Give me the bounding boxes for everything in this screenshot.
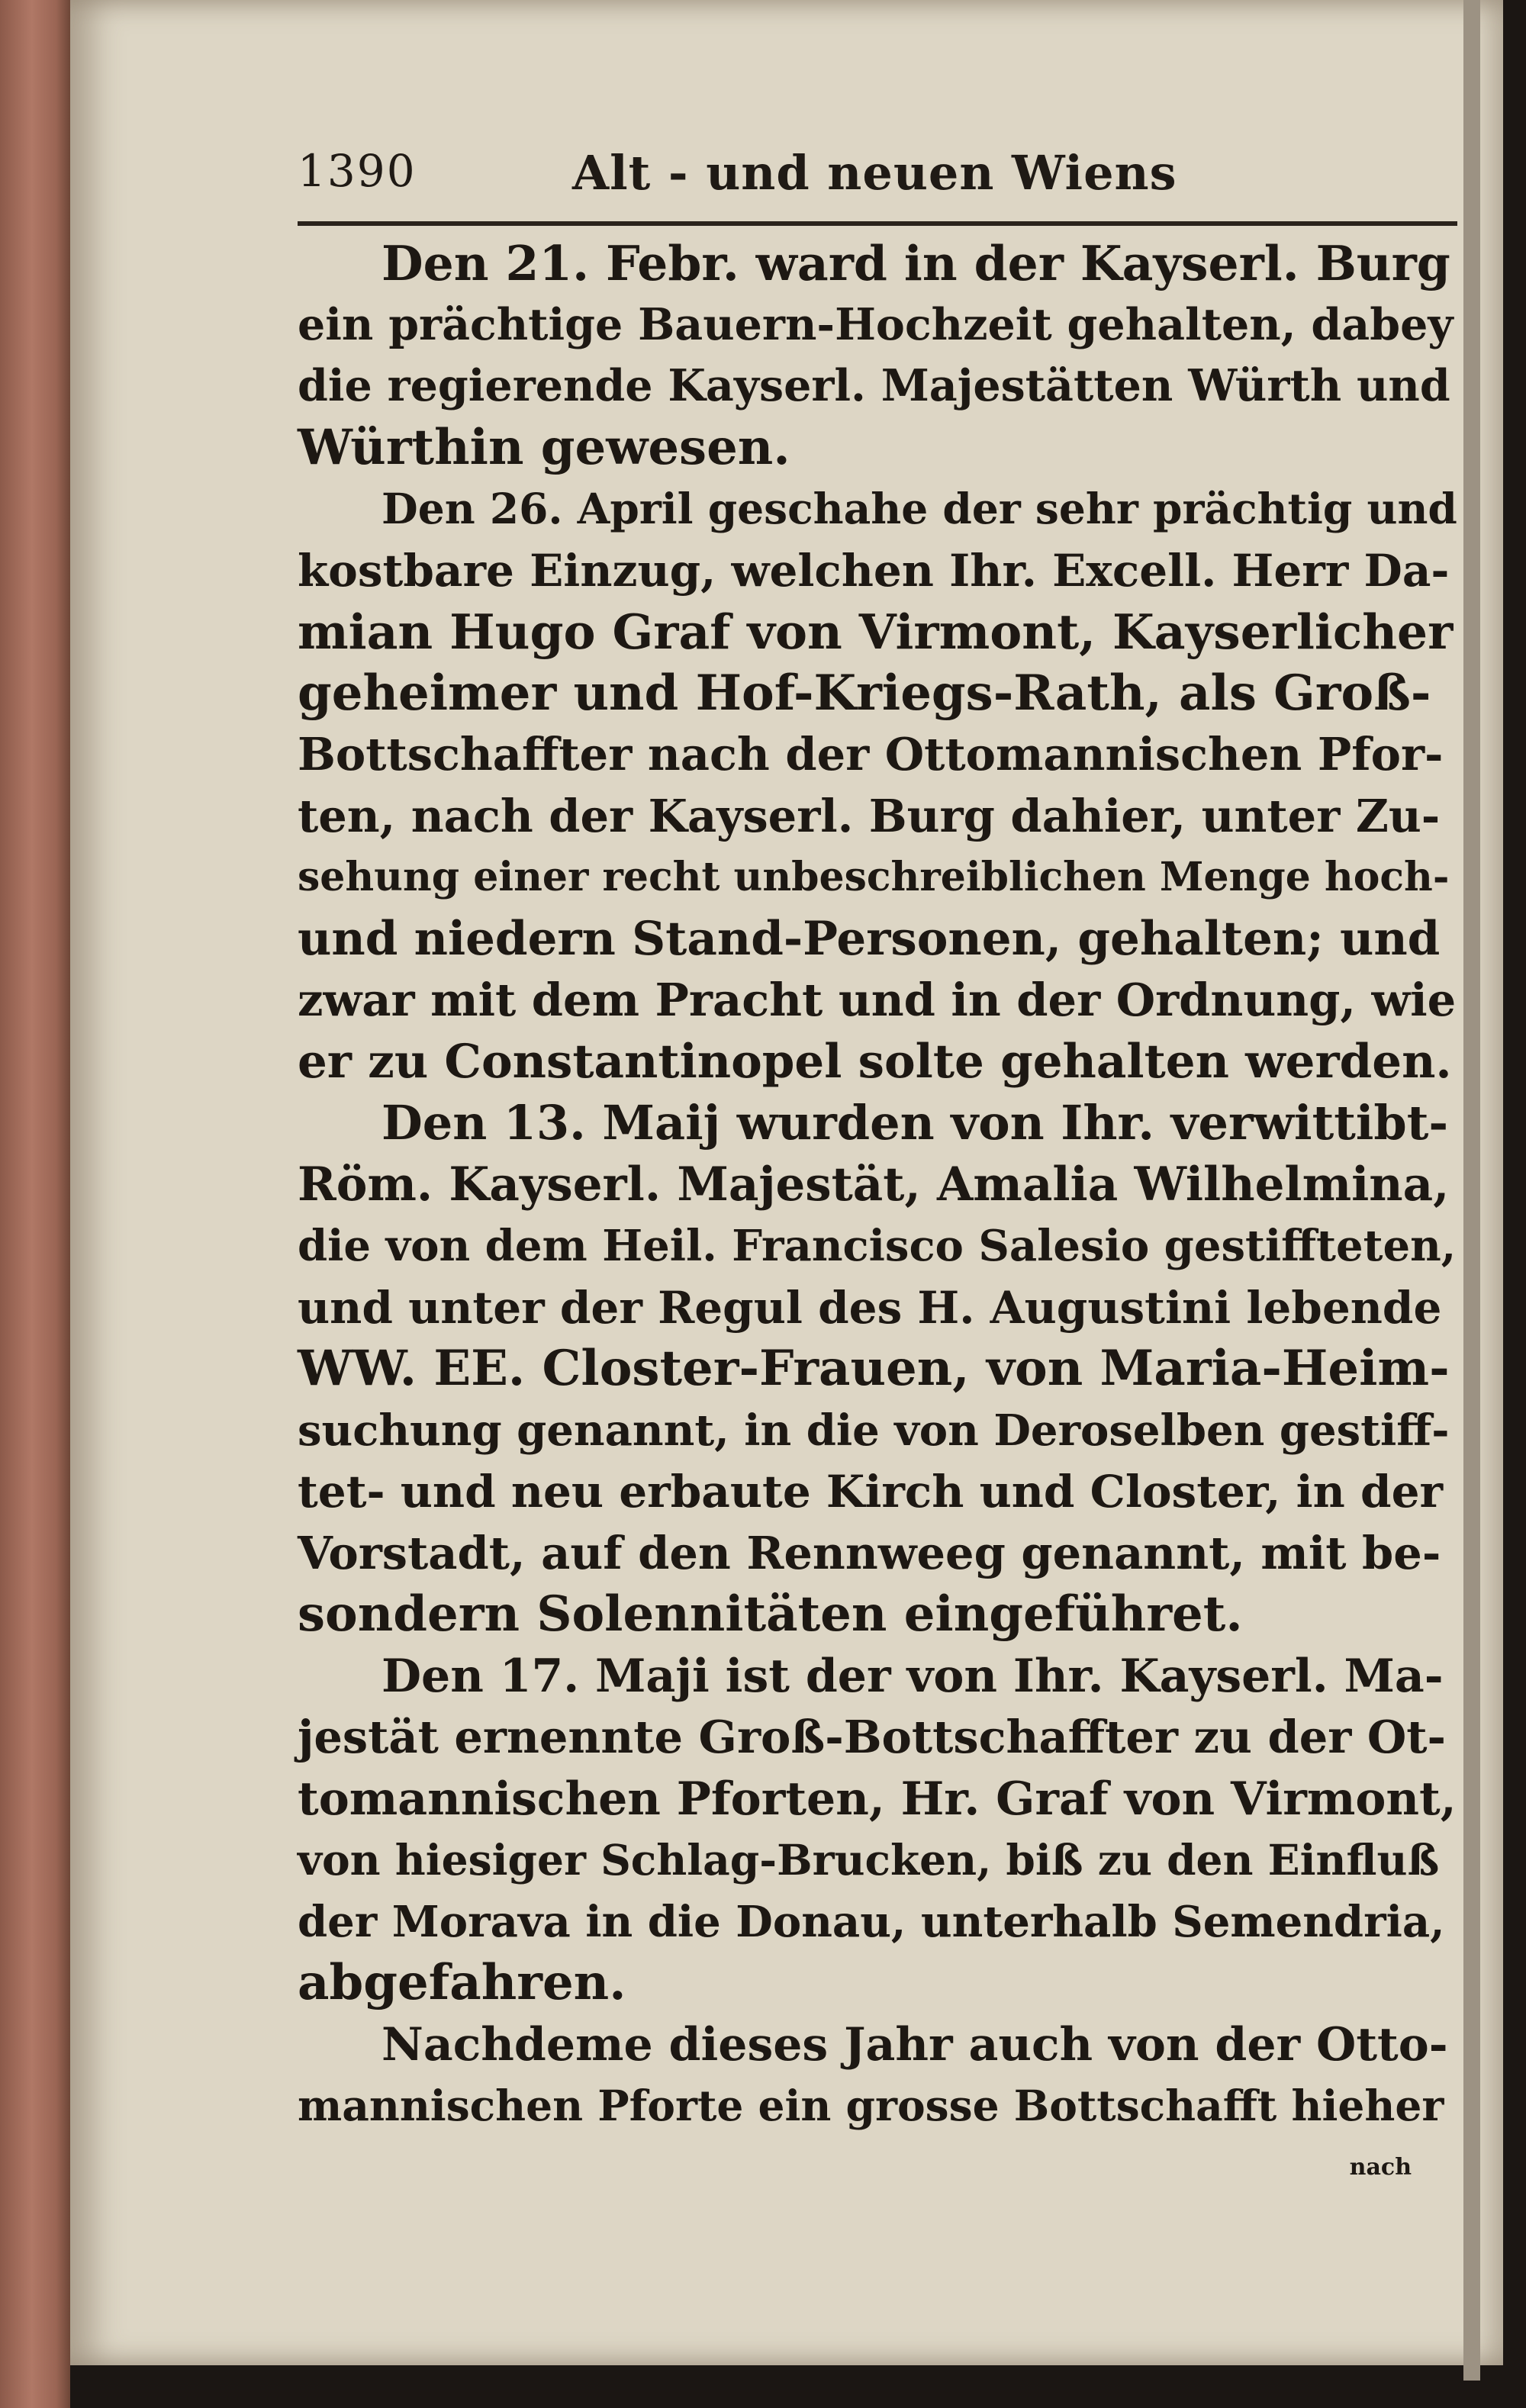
text-line: abgefahren. bbox=[298, 1954, 626, 2011]
running-title: Alt - und neuen Wiens bbox=[572, 145, 1177, 201]
text-line: Vorstadt, auf den Rennweeg genannt, mit be- bbox=[298, 1526, 1441, 1579]
text-line: die von dem Heil. Francisco Salesio gestiffteten, bbox=[298, 1221, 1457, 1271]
text-line: von hiesiger Schlag-Brucken, biß zu den Einfluß bbox=[298, 1835, 1440, 1885]
text-line: die regierende Kayserl. Majestätten Würth und bbox=[298, 360, 1450, 411]
text-line: sondern Solennitäten eingeführet. bbox=[298, 1585, 1243, 1643]
text-line: mian Hugo Graf von Virmont, Kayserlicher bbox=[298, 604, 1454, 660]
text-line: Röm. Kayserl. Majestät, Amalia Wilhelmina, bbox=[298, 1157, 1450, 1212]
page-number: 1390 bbox=[298, 145, 417, 197]
text-line: tet- und neu erbaute Kirch und Closter, in der bbox=[298, 1466, 1444, 1518]
text-line: ein prächtige Bauern-Hochzeit gehalten, dabey bbox=[298, 298, 1454, 350]
text-line: ten, nach der Kayserl. Burg dahier, unter Zu- bbox=[298, 789, 1441, 842]
book-edge bbox=[0, 0, 70, 2408]
text-line: Nachdeme dieses Jahr auch von der Otto- bbox=[382, 2017, 1448, 2072]
text-line: mannischen Pforte ein grosse Bottschafft hieher bbox=[298, 2081, 1444, 2130]
text-line: er zu Constantinopel solte gehalten werden. bbox=[298, 1034, 1452, 1089]
page-header bbox=[298, 145, 1473, 206]
text-line: Den 13. Maij wurden von Ihr. verwittibt- bbox=[382, 1095, 1449, 1151]
text-line: Den 26. April geschahe der sehr prächtig und bbox=[382, 484, 1457, 533]
text-line: Würthin gewesen. bbox=[298, 418, 790, 476]
text-line: der Morava in die Donau, unterhalb Semendria, bbox=[298, 1896, 1445, 1947]
body-text bbox=[298, 233, 1457, 2198]
text-line: WW. EE. Closter-Frauen, von Maria-Heim- bbox=[298, 1340, 1450, 1397]
text-line: kostbare Einzug, welchen Ihr. Excell. Herr Da- bbox=[298, 544, 1450, 597]
text-line: Den 17. Maji ist der von Ihr. Kayserl. Ma- bbox=[382, 1649, 1444, 1703]
text-line: und unter der Regul des H. Augustini lebende bbox=[298, 1281, 1442, 1334]
text-line: jestät ernennte Groß-Bottschaffter zu der Ot- bbox=[298, 1711, 1447, 1763]
header-rule bbox=[298, 221, 1457, 226]
text-line: Bottschaffter nach der Ottomannischen Pfor- bbox=[298, 728, 1444, 781]
page-edge-shadow bbox=[1463, 0, 1480, 2381]
text-line: sehung einer recht unbeschreiblichen Menge hoch- bbox=[298, 854, 1450, 900]
text-line: zwar mit dem Pracht und in der Ordnung, wie bbox=[298, 974, 1457, 1026]
text-line: tomannischen Pforten, Hr. Graf von Virmont, bbox=[298, 1772, 1457, 1826]
text-line: und niedern Stand-Personen, gehalten; und bbox=[298, 911, 1441, 966]
text-line: suchung genannt, in die von Deroselben gestiff- bbox=[298, 1405, 1450, 1456]
catchword: nach bbox=[1349, 2153, 1412, 2181]
text-line: Den 21. Febr. ward in der Kayserl. Burg bbox=[382, 235, 1450, 291]
text-line: geheimer und Hof-Kriegs-Rath, als Groß- bbox=[298, 664, 1431, 722]
